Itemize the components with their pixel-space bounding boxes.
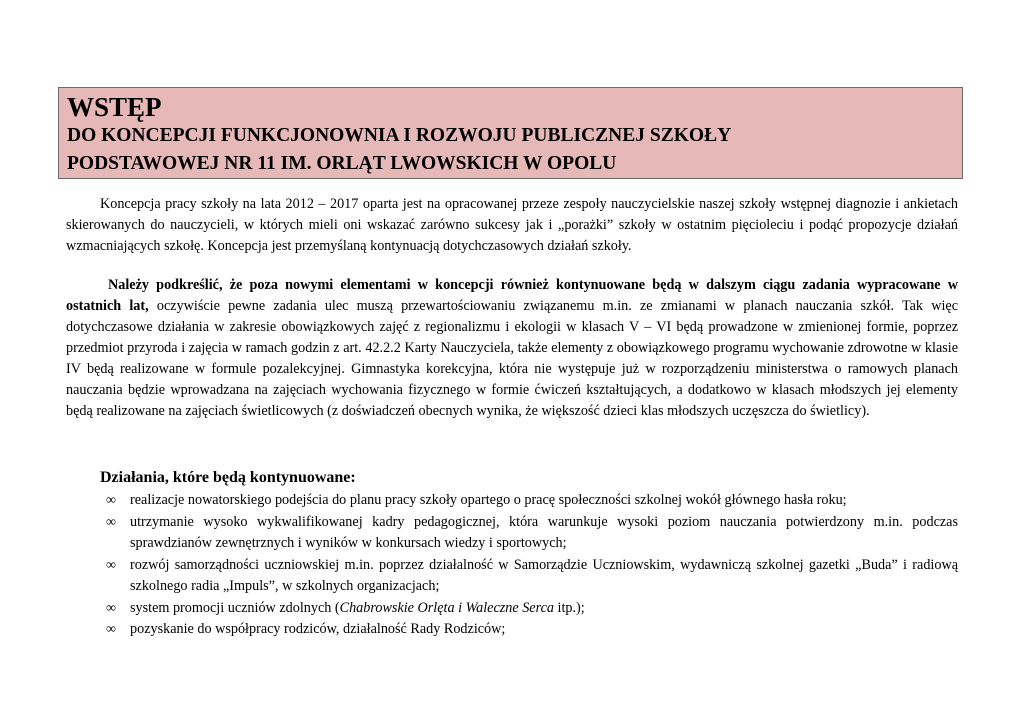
title-box [58,87,963,179]
document-title: WSTĘP [67,92,162,122]
document-subtitle-line1: DO KONCEPCJI FUNKCJONOWNIA I ROZWOJU PUBLICZNEJ SZKOŁY [67,125,732,146]
continuation-paragraph [66,275,958,422]
infinity-bullet-icon: ∞ [106,514,116,530]
list-item-text: pozyskanie do współpracy rodziców, działalność Rady Rodziców; [130,621,506,637]
list-item [106,512,958,555]
infinity-bullet-icon: ∞ [106,493,116,508]
program-names: Chabrowskie Orlęta i Waleczne Serca [339,599,554,616]
infinity-bullet-icon: ∞ [106,622,116,637]
list-item-text: rozwój samorządności uczniowskiej m.in. poprzez działalność w Samorządzie Uczniowskim, wydawniczą szkolnej gazetki „Buda” i radiową szkolnego radia „Impuls”, w szkolnych organizacjach; [130,556,958,594]
list-item [106,555,958,598]
list-item [106,598,958,620]
infinity-bullet-icon: ∞ [106,557,116,573]
paragraph-body: oczywiście pewne zadania ulec muszą przewartościowaniu związanemu m.in. ze zmianami w planach nauczania szkół. Tak więc dotychczasowe działania w zakresie obowiązkowych zajęć z regionalizmu i ekologii w klasach V – VI będą prowadzone w zmienionej formie, poprzez przedmiot przyroda i zajęcia w ramach godzin z art. 42.2.2 Karty Nauczyciela, także elementy z obowiązkowego programu wychowanie zdrowotne w klasie IV będą realizowane w formule pozalekcyjnej. Gimnastyka korekcyjna, która nie występuje już w rozporządzeniu ministerstwa o ramowych planach nauczania będzie wprowadzana na zajęciach wychowania fizycznego w formie ćwiczeń kształtujących, a dodatkowo w klasach młodszych jej elementy będą realizowane na zajęciach świetlicowych (z doświadczeń obecnych wynika, że większość dzieci klas młodszych uczęszcza do świetlicy). [66,298,958,419]
list-item [106,619,958,641]
list-item-text: realizacje nowatorskiego podejścia do planu pracy szkoły opartego o pracę społeczności szkolnej wokół głównego hasła roku; [130,492,847,508]
continued-actions-list [106,490,958,641]
list-item-text-before: system promocji uczniów zdolnych ( [130,599,340,616]
list-item [106,490,958,512]
emphasis-text: Należy podkreślić, że poza nowymi elementami w koncepcji również kontynuowane będą w dalszym ciągu zadania wypracowane w ostatnich lat, [66,277,958,314]
section-heading: Działania, które będą kontynuowane: [100,469,356,486]
document-subtitle-line2: PODSTAWOWEJ NR 11 IM. ORLĄT LWOWSKICH W OPOLU [67,153,617,174]
list-item-text: utrzymanie wysoko wykwalifikowanej kadry pedagogicznej, która warunkuje wysoki poziom nauczania potwierdzony m.in. podczas sprawdzianów zewnętrznych i wyników w konkursach wiedzy i sportowych; [130,513,958,551]
infinity-bullet-icon: ∞ [106,600,116,616]
intro-paragraph: Koncepcja pracy szkoły na lata 2012 – 2017 oparta jest na opracowanej przeze zespoły nauczycielskie naszej szkoły wstępnej diagnozie i ankietach skierowanych do nauczycieli, w których mieli oni wskazać zarówno sukcesy jak i „porażki” szkoły w ostatnim pięcioleciu i podąć propozycje działań wzmacniających szkołę. Koncepcja jest przemyślaną kontynuacją dotychczasowych działań szkoły. [66,196,958,254]
list-item-text-after: itp.); [553,599,585,616]
